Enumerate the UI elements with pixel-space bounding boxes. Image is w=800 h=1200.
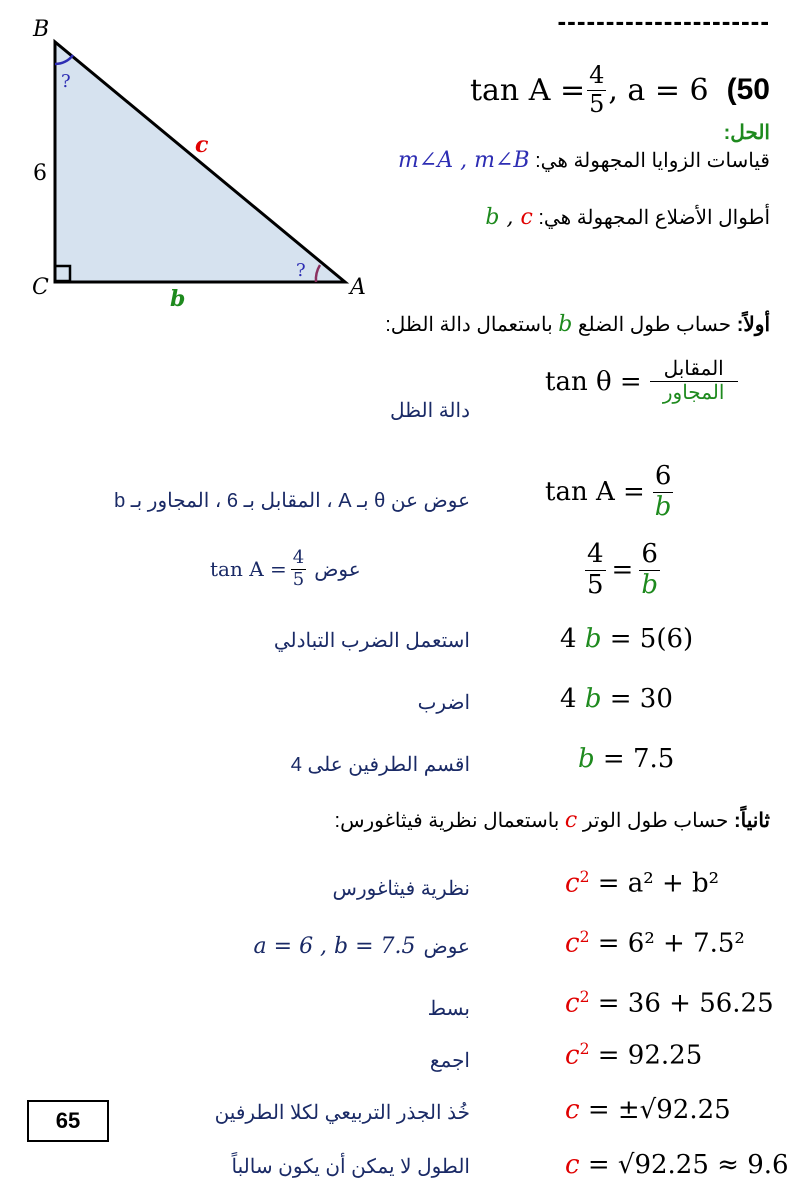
dashes-line: ---------------------- [557,6,770,36]
step2-2-equation: $c^2 = 6^2 + 7.5^2$ [565,928,745,959]
side-b-label: b [170,286,186,310]
first-label: أولاً: [736,314,770,336]
step2-4-reason: اجمع [429,1050,470,1072]
given-prefix: tan A = [469,72,586,108]
angle-b-question: ? [61,71,71,92]
unknown-angles-math: m∠A , m∠B [397,148,530,173]
angle-a-question: ? [296,260,306,281]
page-number: 65 [27,1100,109,1142]
step2-1-reason: نظرية فيثاغورس [332,878,470,900]
step2-5-equation: c = ±√92.25 [565,1095,731,1125]
step2-1-equation: $c^2 = a^2 + b^2$ [565,868,720,899]
step2-3-reason: بسط [427,998,470,1020]
step1-5-reason: اضرب [417,692,470,714]
side-c-label: c [195,132,209,158]
unknown-sides-math: b , c [485,205,533,230]
step2-4-equation: $c^2 = 92.25$ [565,1040,703,1071]
step1-5-equation: 4 b = 30 [560,684,673,714]
step2-6-reason: الطول لا يمكن أن يكون سالباً [231,1156,470,1178]
second-heading: ثانياً: حساب طول الوتر c باستعمال نظرية فيثاغورس: [334,808,770,833]
step2-3-equation: $c^2 = 36 + 56.25$ [565,988,774,1019]
step2-6-equation: c = √92.25 ≈ 9.6 [565,1150,789,1180]
unknown-angles-text: قياسات الزوايا المجهولة هي: [535,150,770,172]
vertex-b-label: B [33,17,50,42]
given-suffix: , a = 6 [608,72,709,108]
unknown-sides-text: أطوال الأضلاع المجهولة هي: [538,207,770,229]
second-label: ثانياً: [733,810,770,832]
problem-number: (50 [726,73,770,107]
step2-2-reason: عوض a = 6 , b = 7.5 [253,934,470,959]
problem-header [470,62,770,118]
solution-label: الحل: [723,122,770,144]
first-heading: أولاً: حساب طول الضلع b باستعمال دالة الظل: [385,312,770,337]
vertex-c-label: C [32,275,49,300]
given-numerator: 4 [589,61,605,89]
step1-3-reason: tan A = $\frac{4}{5}$ عوض [210,547,361,590]
vertex-a-label: A [350,275,366,300]
step1-2-equation: tan A = $\frac{6}{b}$ [545,461,672,522]
given-denominator: 5 [589,89,605,118]
step1-2-reason: عوض عن θ بـ A ، المقابل بـ 6 ، المجاور بـ b [114,490,470,512]
step1-4-reason: استعمل الضرب التبادلي [273,630,470,652]
given-fraction [587,62,606,118]
step2-5-reason: خُذ الجذر التربيعي لكلا الطرفين [214,1102,470,1124]
triangle-figure [0,0,380,310]
unknown-sides [485,205,770,230]
step1-4-equation: 4 b = 5(6) [560,624,694,654]
step1-1-equation: tan θ = $\frac{\text{المقابل}}{\text{المجاور}}$ [545,358,738,405]
side-a-label: 6 [33,161,47,186]
triangle-shape [55,42,345,282]
step1-1-reason: دالة الظل [389,400,470,422]
step1-6-reason: اقسم الطرفين على 4 [290,754,470,776]
unknown-angles [398,148,770,173]
step1-6-equation: b = 7.5 [578,744,675,774]
step1-3-equation: $\frac{4}{5}$ = $\frac{6}{b}$ [587,539,658,600]
